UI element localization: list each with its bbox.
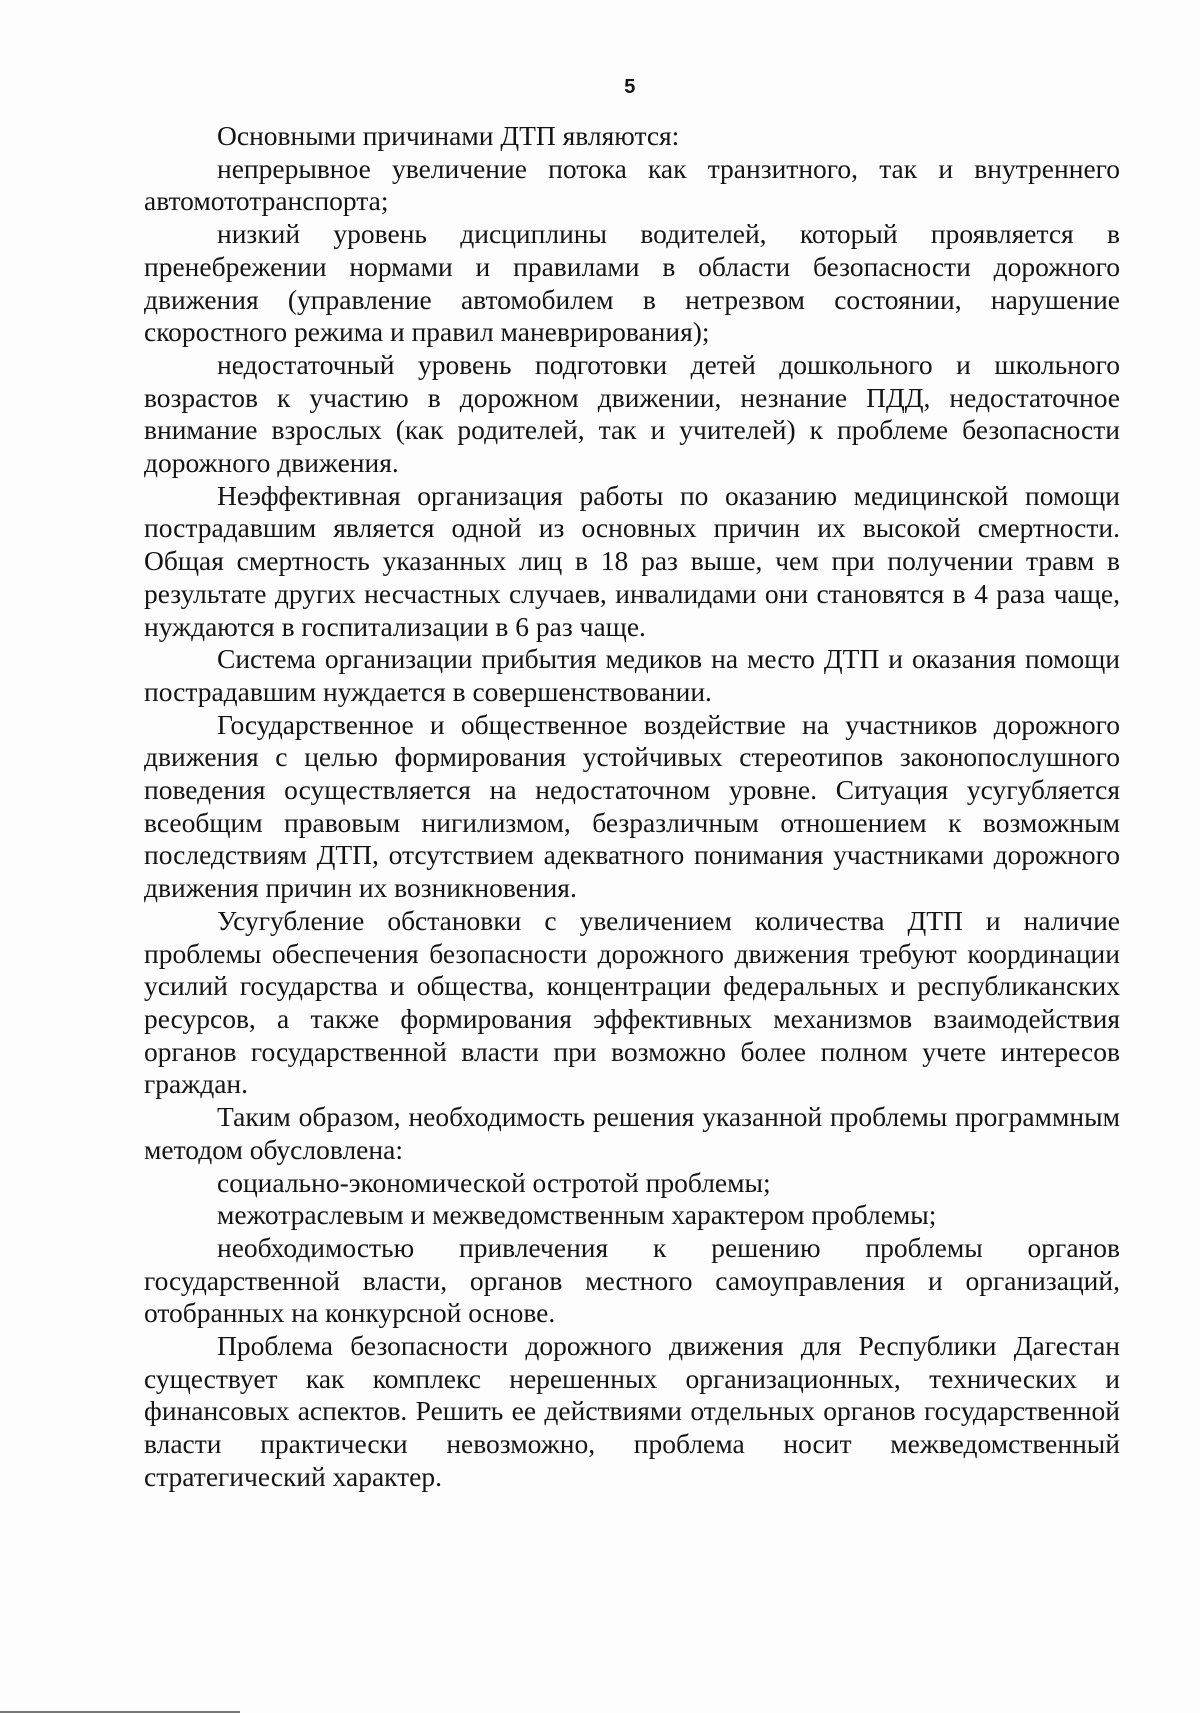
paragraph: Усугубление обстановки с увеличением количества ДТП и наличие проблемы обеспечения безопасности дорожного движения требуют координации усилий государства и общества, концентрации федеральных и республиканских ресурсов, а также формирования эффективных механизмов взаимодействия органов государственной власти при возможно более полном учете интересов граждан. <box>144 904 1120 1100</box>
paragraph: Система организации прибытия медиков на место ДТП и оказания помощи пострадавшим нуждается в совершенствовании. <box>144 643 1120 707</box>
document-body <box>144 120 1120 1494</box>
page-number: 5 <box>624 76 636 98</box>
paragraph: социально-экономической остротой проблемы; <box>217 1166 771 1198</box>
paragraph: необходимостью привлечения к решению проблемы органов государственной власти, органов местного самоуправления и организаций, отобранных на конкурсной основе. <box>144 1231 1120 1329</box>
paragraph: недостаточный уровень подготовки детей дошкольного и школьного возрастов к участию в дорожном движении, незнание ПДД, недостаточное внимание взрослых (как родителей, так и учителей) к проблеме безопасности дорожного движения. <box>144 348 1120 479</box>
paragraph: низкий уровень дисциплины водителей, который проявляется в пренебрежении нормами и правилами в области безопасности дорожного движения (управление автомобилем в нетрезвом состоянии, нарушение скоростного режима и правил маневрирования); <box>144 218 1120 348</box>
paragraph: межотраслевым и межведомственным характером проблемы; <box>217 1199 937 1231</box>
paragraph: Проблема безопасности дорожного движения для Республики Дагестан существует как комплекс нерешенных организационных, технических и финансовых аспектов. Решить ее действиями отдельных органов государственной власти практически невозможно, проблема носит межведомственный стратегический характер. <box>144 1330 1120 1492</box>
paragraph: Основными причинами ДТП являются: <box>217 120 680 151</box>
paragraph: Таким образом, необходимость решения указанной проблемы программным методом обусловлена: <box>144 1101 1120 1165</box>
paragraph: непрерывное увеличение потока как транзитного, так и внутреннего автомототранспорта; <box>144 152 1120 217</box>
paragraph: Государственное и общественное воздействие на участников дорожного движения с целью формирования устойчивых стереотипов законопослушного поведения осуществляется на недостаточном уровне. Ситуация усугубляется всеобщим правовым нигилизмом, безразличным отношением к возможным последствиям ДТП, отсутствием адекватного понимания участниками дорожного движения причин их возникновения. <box>144 708 1120 904</box>
paragraph: Неэффективная организация работы по оказанию медицинской помощи пострадавшим является одной из основных причин их высокой смертности. Общая смертность указанных лиц в 18 раз выше, чем при получении травм в результате других несчастных случаев, инвалидами они становятся в 4 раза чаще, нуждаются в госпитализации в 6 раз чаще. <box>144 479 1120 642</box>
